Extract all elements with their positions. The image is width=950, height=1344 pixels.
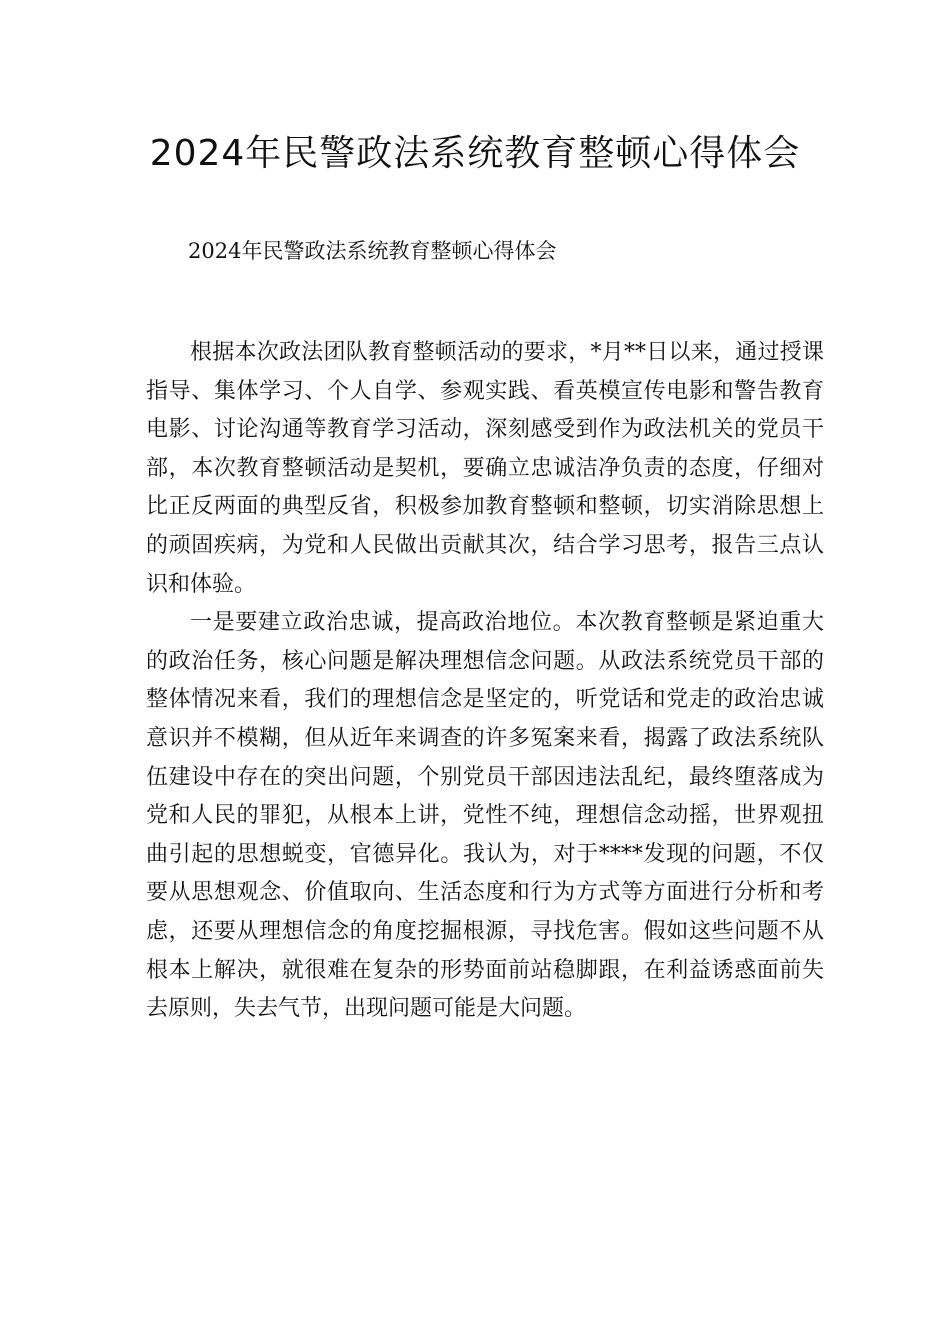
paragraph-intro: 根据本次政法团队教育整顿活动的要求，*月**日以来，通过授课指导、集体学习、个人自学、参观实践、看英模宣传电影和警告教育电影、讨论沟通等教育学习活动，深刻感受到作为政法机关的党员干部，本次教育整顿活动是契机，要确立忠诚洁净负责的态度，仔细对比正反两面的典型反省，积极参加教育整顿和整顿，切实消除思想上的顽固疾病，为党和人民做出贡献其次，结合学习思考，报告三点认识和体验。: [146, 340, 824, 597]
document-title: 2024年民警政法系统教育整顿心得体会: [149, 133, 801, 174]
document-subtitle: 2024年民警政法系统教育整顿心得体会: [188, 239, 557, 263]
paragraph-political-loyalty: 一是要建立政治忠诚，提高政治地位。本次教育整顿是紧迫重大的政治任务，核心问题是解决理想信念问题。从政法系统党员干部的整体情况来看，我们的理想信念是坚定的，听党话和党走的政治忠诚意识并不模糊，但从近年来调查的许多冤案来看，揭露了政法系统队伍建设中存在的突出问题，个别党员干部因违法乱纪，最终堕落成为党和人民的罪犯，从根本上讲，党性不纯，理想信念动摇，世界观扭曲引起的思想蜕变，官德异化。我认为，对于****发现的问题，不仅要从思想观念、价值取向、生活态度和行为方式等方面进行分析和考虑，还要从理想信念的角度挖掘根源，寻找危害。假如这些问题不从根本上解决，就很难在复杂的形势面前站稳脚跟，在利益诱惑面前失去原则，失去气节，出现问题可能是大问题。: [146, 610, 824, 1022]
document-body: [146, 334, 824, 1029]
